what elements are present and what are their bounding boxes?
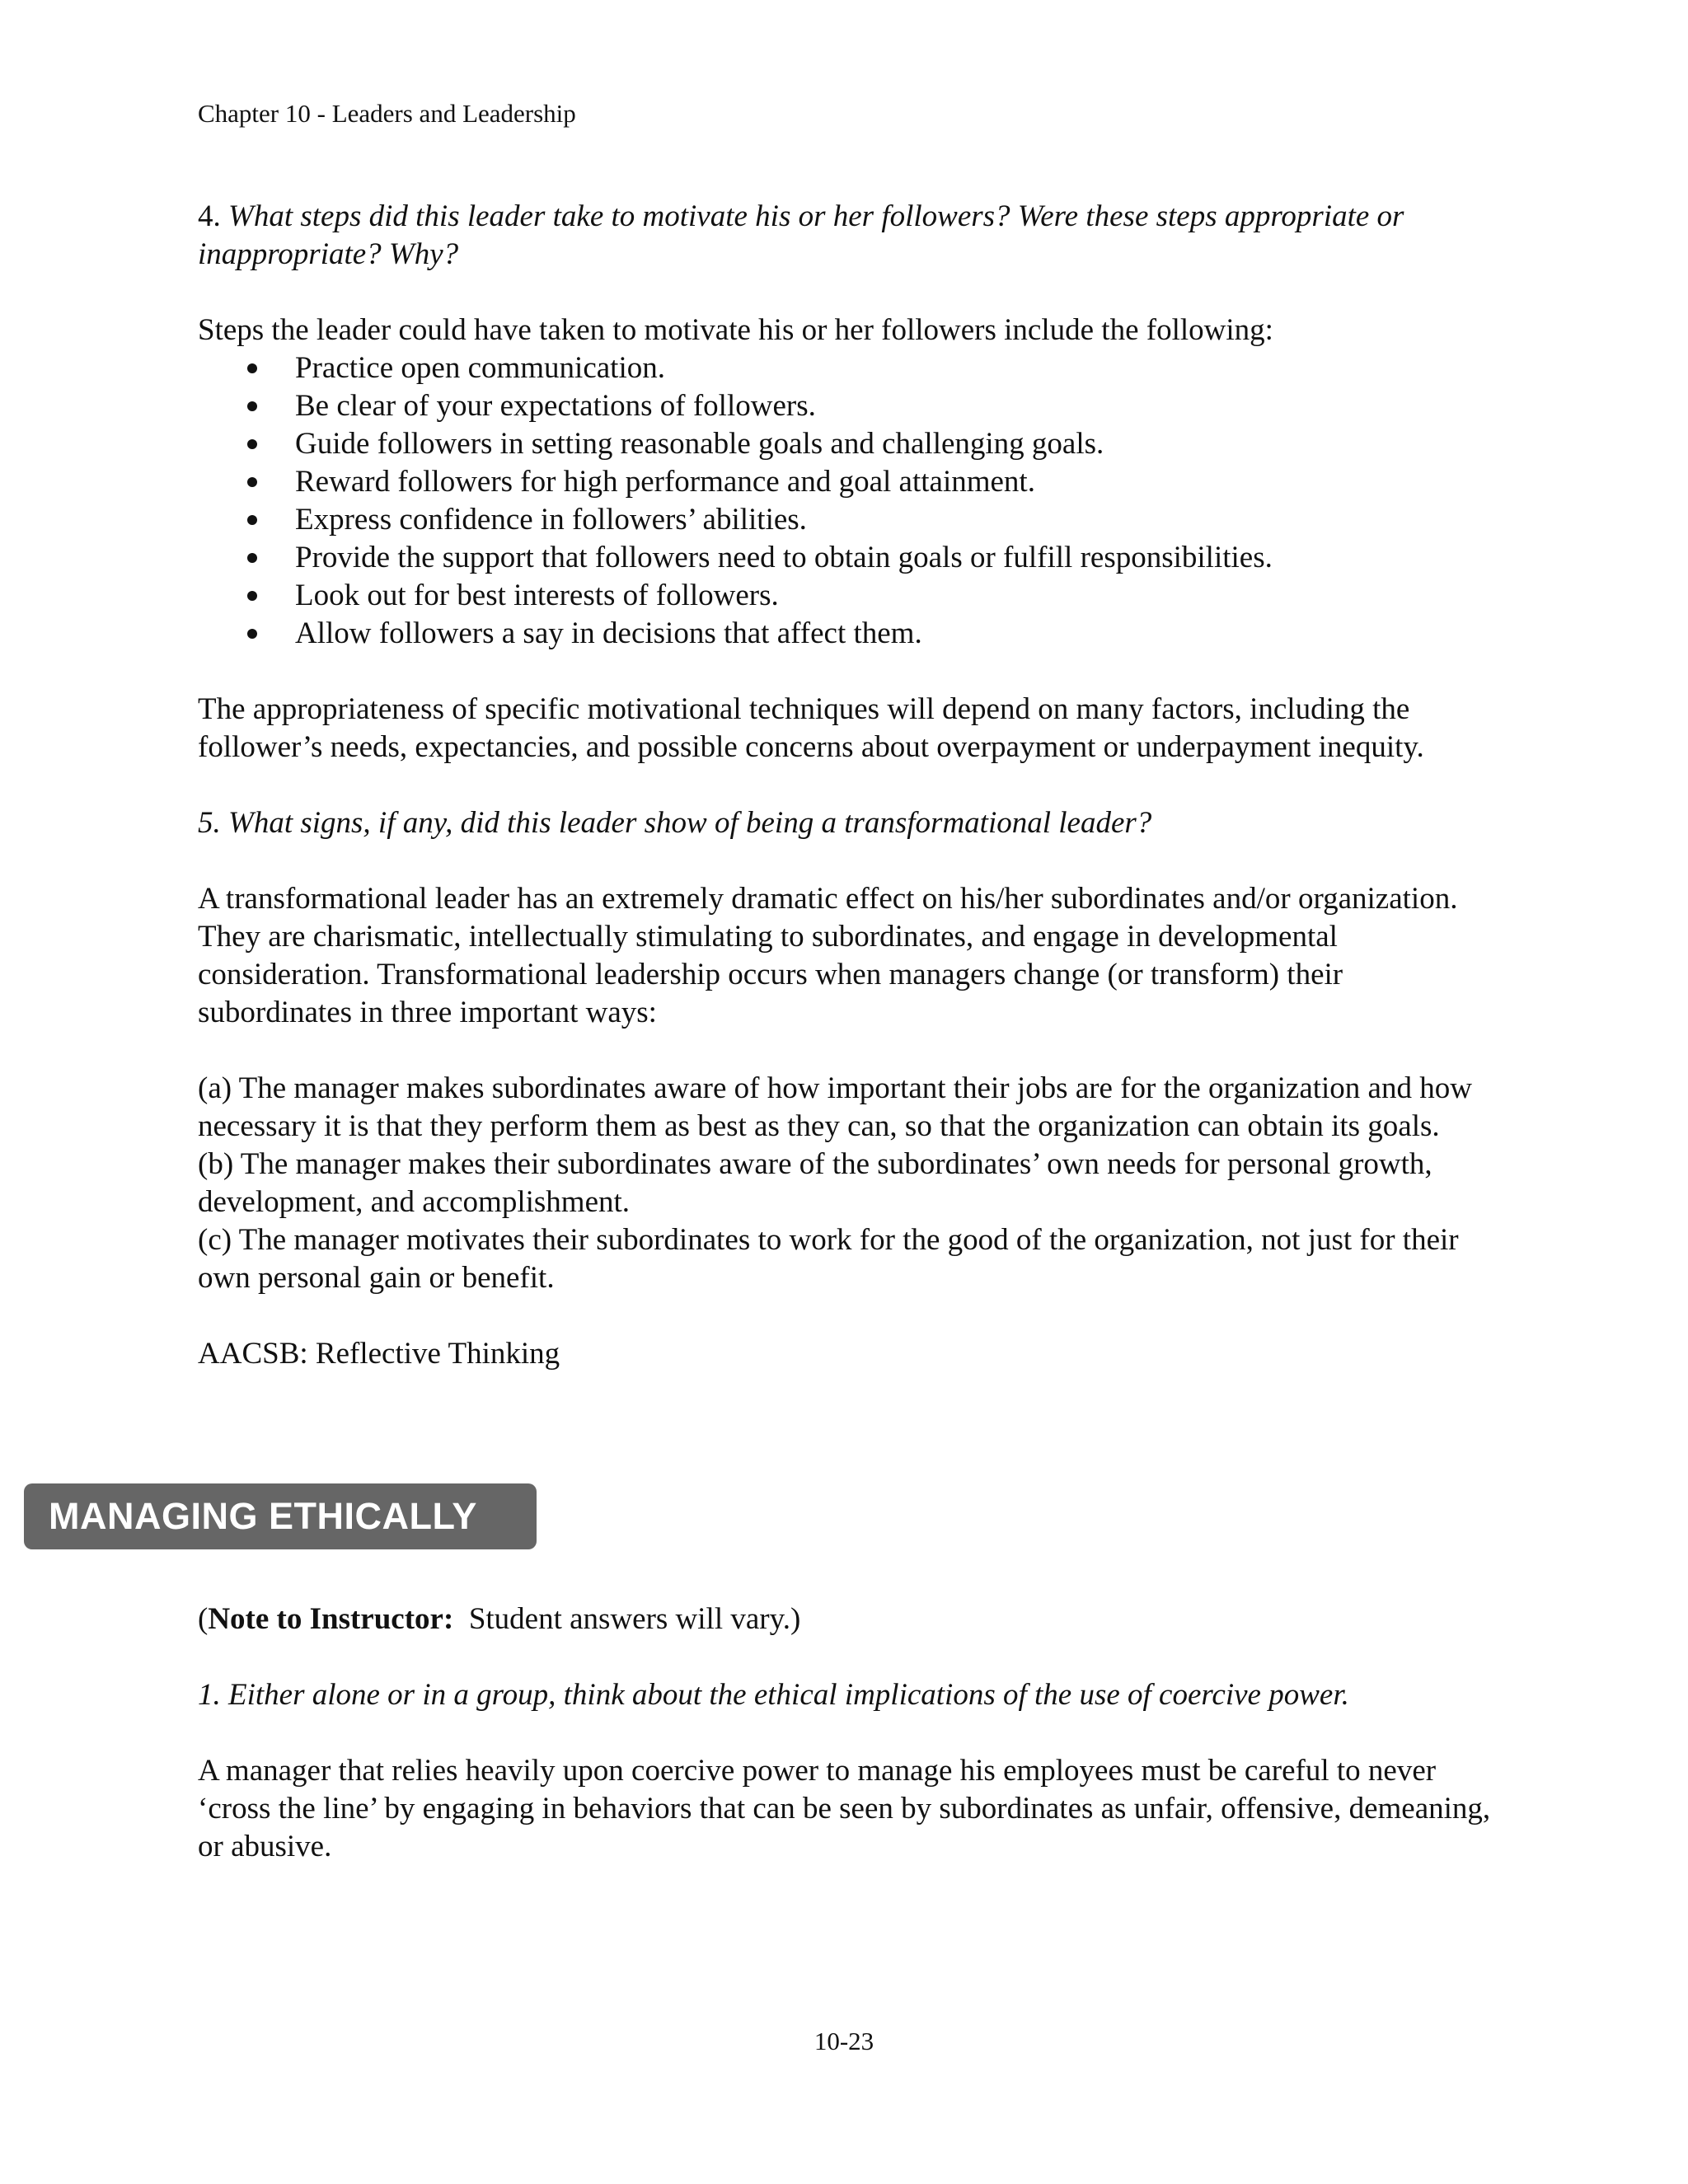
- question-4-text: What steps did this leader take to motivate his or her followers? Were these steps appropriate or inappropriate? Why?: [198, 199, 1404, 271]
- list-item: Practice open communication.: [198, 349, 1500, 387]
- managing-ethically-section: [198, 1601, 1500, 1866]
- instructor-note: (Note to Instructor: Student answers will vary.): [198, 1602, 801, 1636]
- question-4-intro: Steps the leader could have taken to motivate his or her followers include the following:: [198, 313, 1273, 347]
- question-4-and-5-section: [198, 198, 1500, 1373]
- bullet-icon: [247, 401, 257, 411]
- bullet-icon: [247, 477, 257, 487]
- question-4: [198, 198, 1500, 274]
- bullet-icon: [247, 591, 257, 601]
- section-banner: [24, 1483, 537, 1549]
- section-title: MANAGING ETHICALLY: [49, 1495, 477, 1537]
- transformation-point-b: (b) The manager makes their subordinates aware of the subordinates’ own needs for personal growth, development, and accomplishment.: [198, 1147, 1432, 1219]
- list-item: Look out for best interests of followers.: [198, 577, 1500, 615]
- bullet-icon: [247, 363, 257, 373]
- transformation-point-c: (c) The manager motivates their subordinates to work for the good of the organization, not just for their own personal gain or benefit.: [198, 1223, 1459, 1295]
- transformation-point-a: (a) The manager makes subordinates aware of how important their jobs are for the organization and how necessary it is that they perform them as best as they can, so that the organization can obtain its goals.: [198, 1071, 1472, 1143]
- running-header: Chapter 10 - Leaders and Leadership: [198, 99, 576, 128]
- list-item: Express confidence in followers’ abilities.: [198, 501, 1500, 539]
- question-5: 5. What signs, if any, did this leader show of being a transformational leader?: [198, 806, 1152, 840]
- list-item: Be clear of your expectations of followers.: [198, 387, 1500, 425]
- bullet-icon: [247, 629, 257, 639]
- question-5-answer: A transformational leader has an extremely dramatic effect on his/her subordinates and/or organization. They are charismatic, intellectually stimulating to subordinates, and engage in developmental consideration. Transformational leadership occurs when managers change (or transform) their subordinates in three important ways:: [198, 882, 1458, 1029]
- ethics-question-1: 1. Either alone or in a group, think about the ethical implications of the use of coercive power.: [198, 1678, 1349, 1712]
- page-number: 10-23: [814, 2027, 874, 2055]
- bullet-icon: [247, 515, 257, 525]
- list-item: Guide followers in setting reasonable goals and challenging goals.: [198, 425, 1500, 463]
- ethics-answer-1: A manager that relies heavily upon coercive power to manage his employees must be careful to never ‘cross the line’ by engaging in behaviors that can be seen by subordinates as unfair, offensive, demeaning, or abusive.: [198, 1754, 1491, 1863]
- instructor-note-text: Student answers will vary.): [453, 1602, 801, 1636]
- instructor-note-label: Note to Instructor:: [208, 1602, 454, 1636]
- question-4-number: 4.: [198, 199, 228, 233]
- list-item: Provide the support that followers need to obtain goals or fulfill responsibilities.: [198, 539, 1500, 577]
- motivation-steps-list: [198, 349, 1500, 653]
- aacsb-tag: AACSB: Reflective Thinking: [198, 1337, 560, 1371]
- list-item: Allow followers a say in decisions that affect them.: [198, 615, 1500, 653]
- question-4-conclusion: The appropriateness of specific motivational techniques will depend on many factors, including the follower’s needs, expectancies, and possible concerns about overpayment or underpayment inequity.: [198, 692, 1424, 764]
- bullet-icon: [247, 439, 257, 449]
- list-item: Reward followers for high performance and goal attainment.: [198, 463, 1500, 501]
- bullet-icon: [247, 553, 257, 563]
